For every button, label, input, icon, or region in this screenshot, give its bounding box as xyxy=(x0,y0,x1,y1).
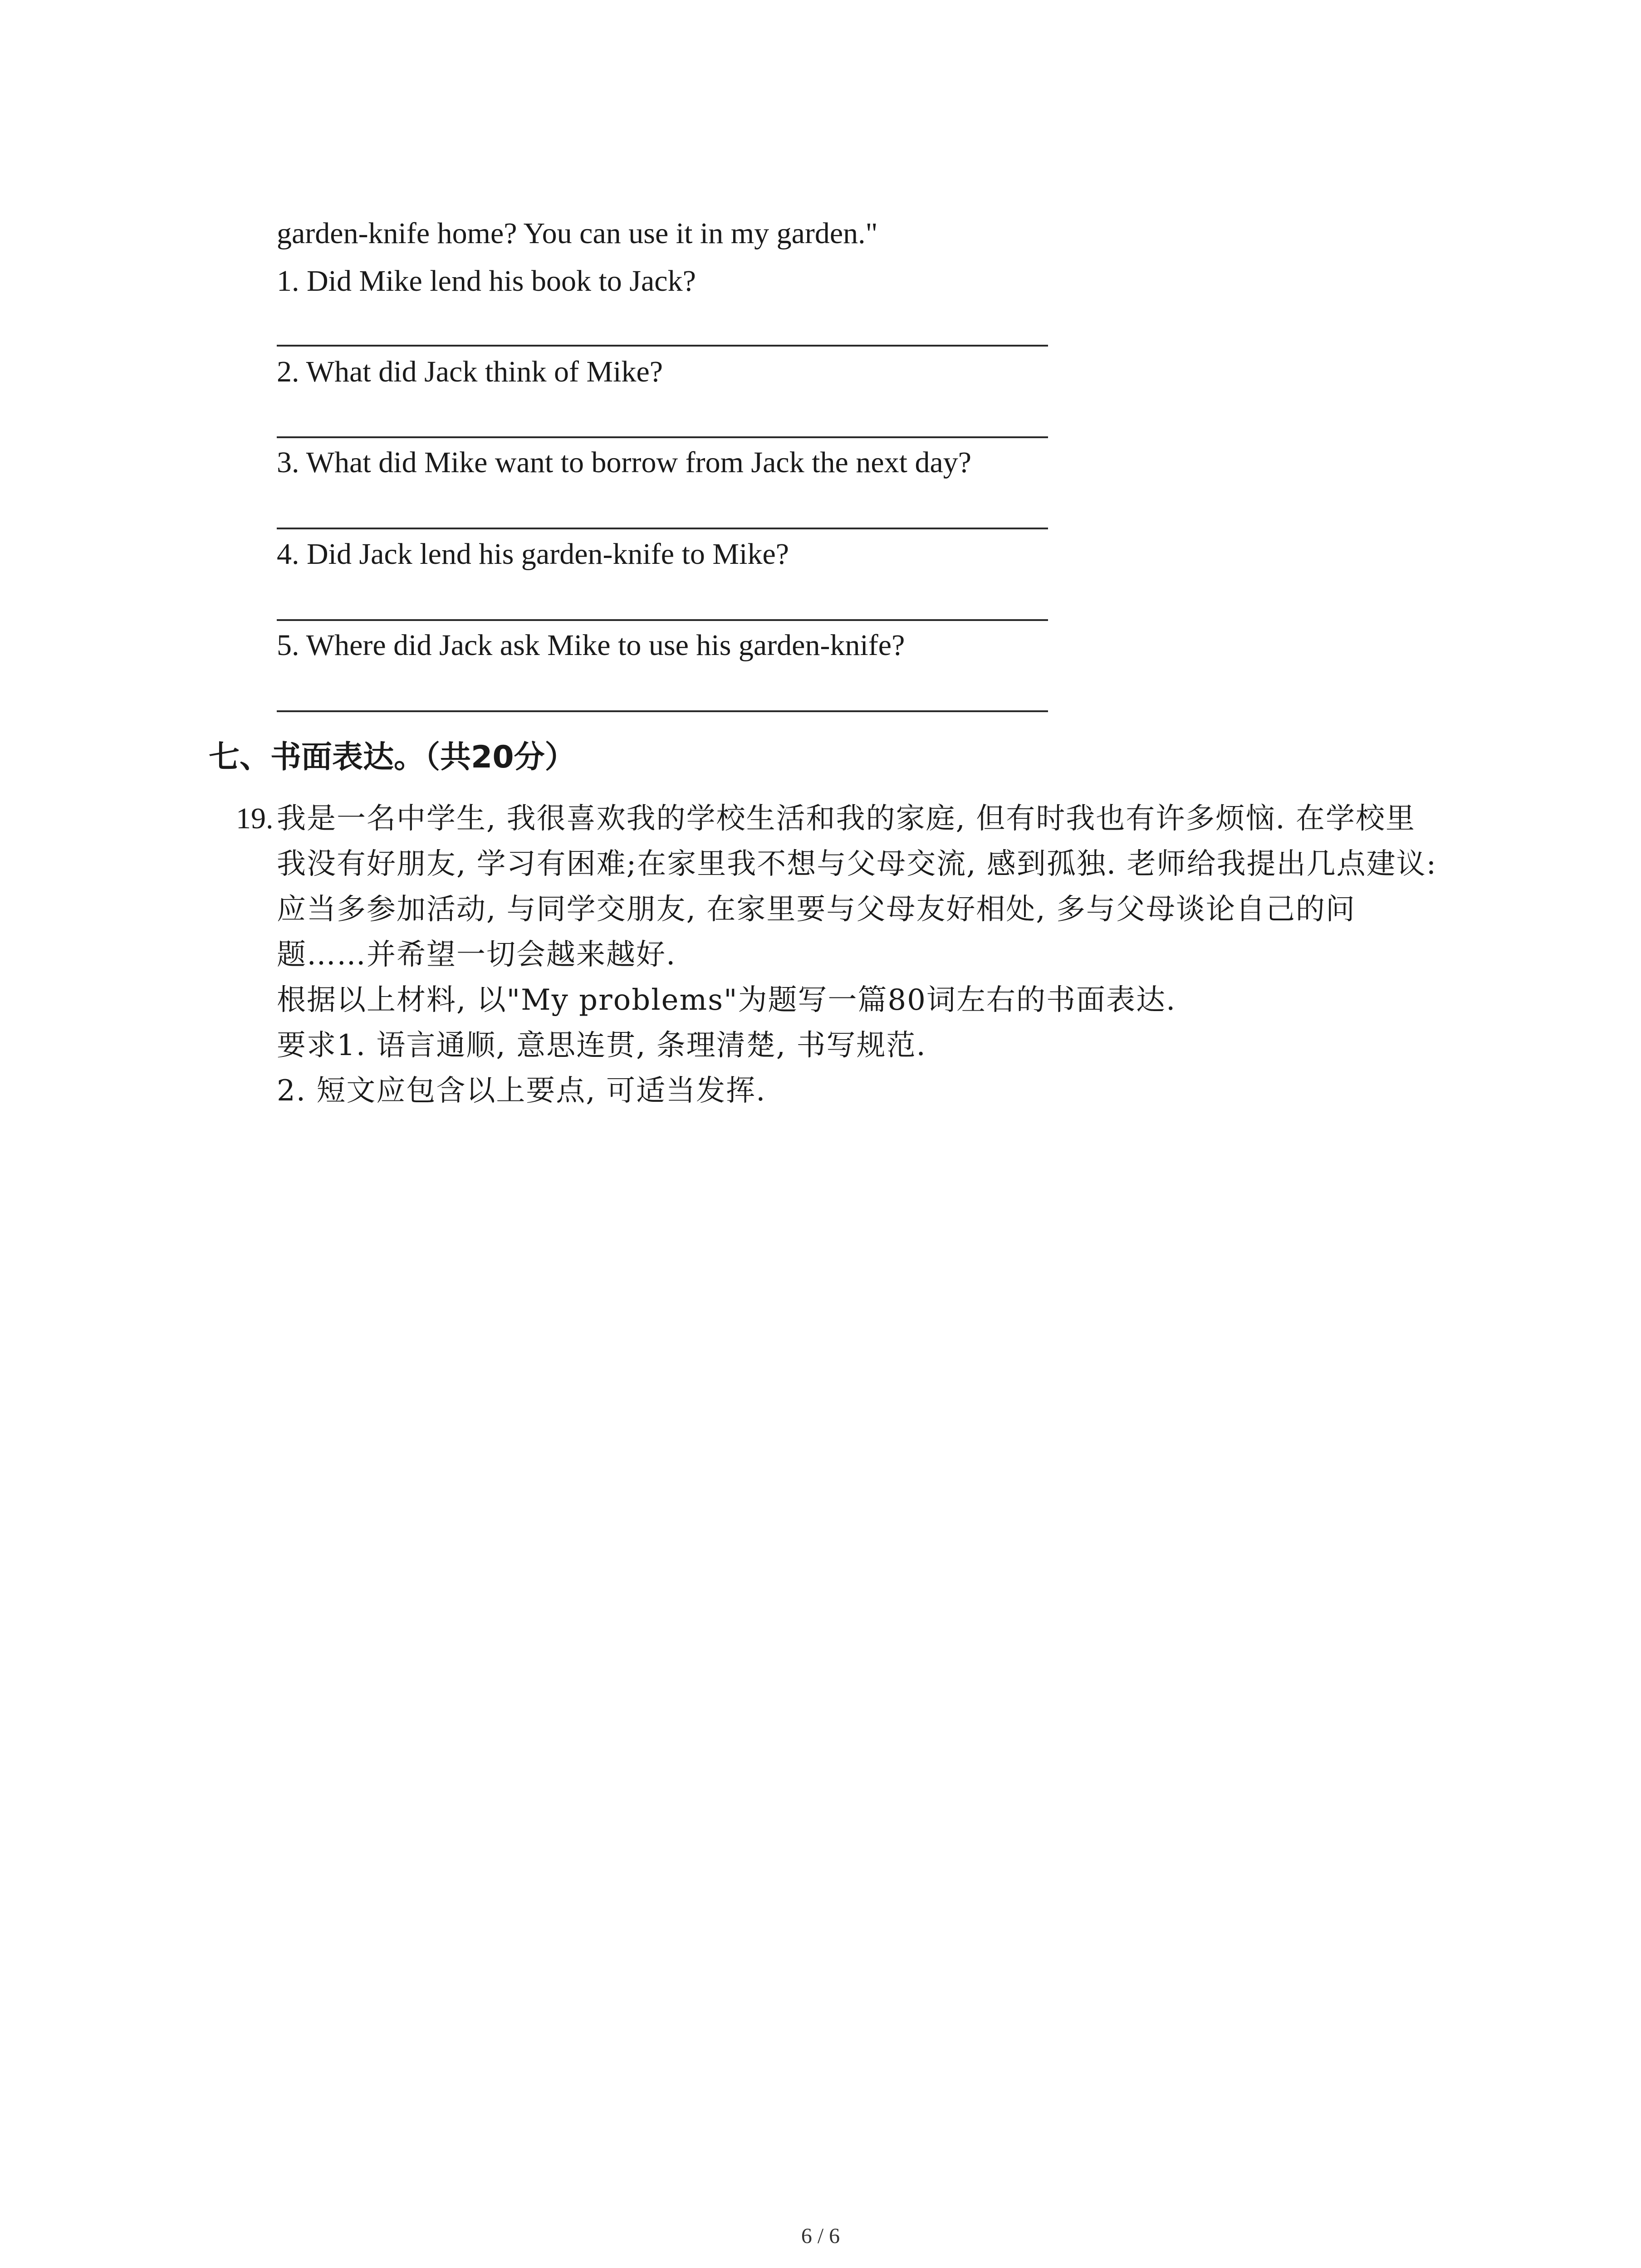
question-4: 4. Did Jack lend his garden-knife to Mike? xyxy=(277,538,789,571)
answer-line-3[interactable] xyxy=(277,528,1048,529)
question-3: 3. What did Mike want to borrow from Jack the next day? xyxy=(277,446,972,479)
prompt-line: 应当多参加活动, 与同学交朋友, 在家里要与父母友好相处, 多与父母谈论自己的问 xyxy=(277,893,1356,926)
question-2: 2. What did Jack think of Mike? xyxy=(277,355,663,388)
answer-line-2[interactable] xyxy=(277,436,1048,438)
requirement-line: 要求1. 语言通顺, 意思连贯, 条理清楚, 书写规范. xyxy=(277,1029,926,1062)
prompt-line: 我没有好朋友, 学习有困难;在家里我不想与父母交流, 感到孤独. 老师给我提出几点建议: xyxy=(277,847,1437,881)
question-1: 1. Did Mike lend his book to Jack? xyxy=(277,264,696,298)
instruction-line: 根据以上材料, 以"My problems"为题写一篇80词左右的书面表达. xyxy=(277,983,1176,1017)
answer-line-1[interactable] xyxy=(277,345,1048,347)
question-5: 5. Where did Jack ask Mike to use his garden-knife? xyxy=(277,629,905,662)
prompt-line: 我是一名中学生, 我很喜欢我的学校生活和我的家庭, 但有时我也有许多烦恼. 在学校里 xyxy=(277,802,1416,836)
passage-continuation: garden-knife home? You can use it in my garden." xyxy=(277,217,878,250)
question-number: 19. xyxy=(236,802,274,835)
requirement-line: 2. 短文应包含以上要点, 可适当发挥. xyxy=(277,1074,766,1108)
answer-line-4[interactable] xyxy=(277,619,1048,621)
prompt-line: 题……并希望一切会越来越好. xyxy=(277,938,676,972)
answer-line-5[interactable] xyxy=(277,710,1048,712)
section-heading: 七、书面表达。（共20分） xyxy=(209,739,576,775)
page-number: 6 / 6 xyxy=(801,2224,840,2248)
